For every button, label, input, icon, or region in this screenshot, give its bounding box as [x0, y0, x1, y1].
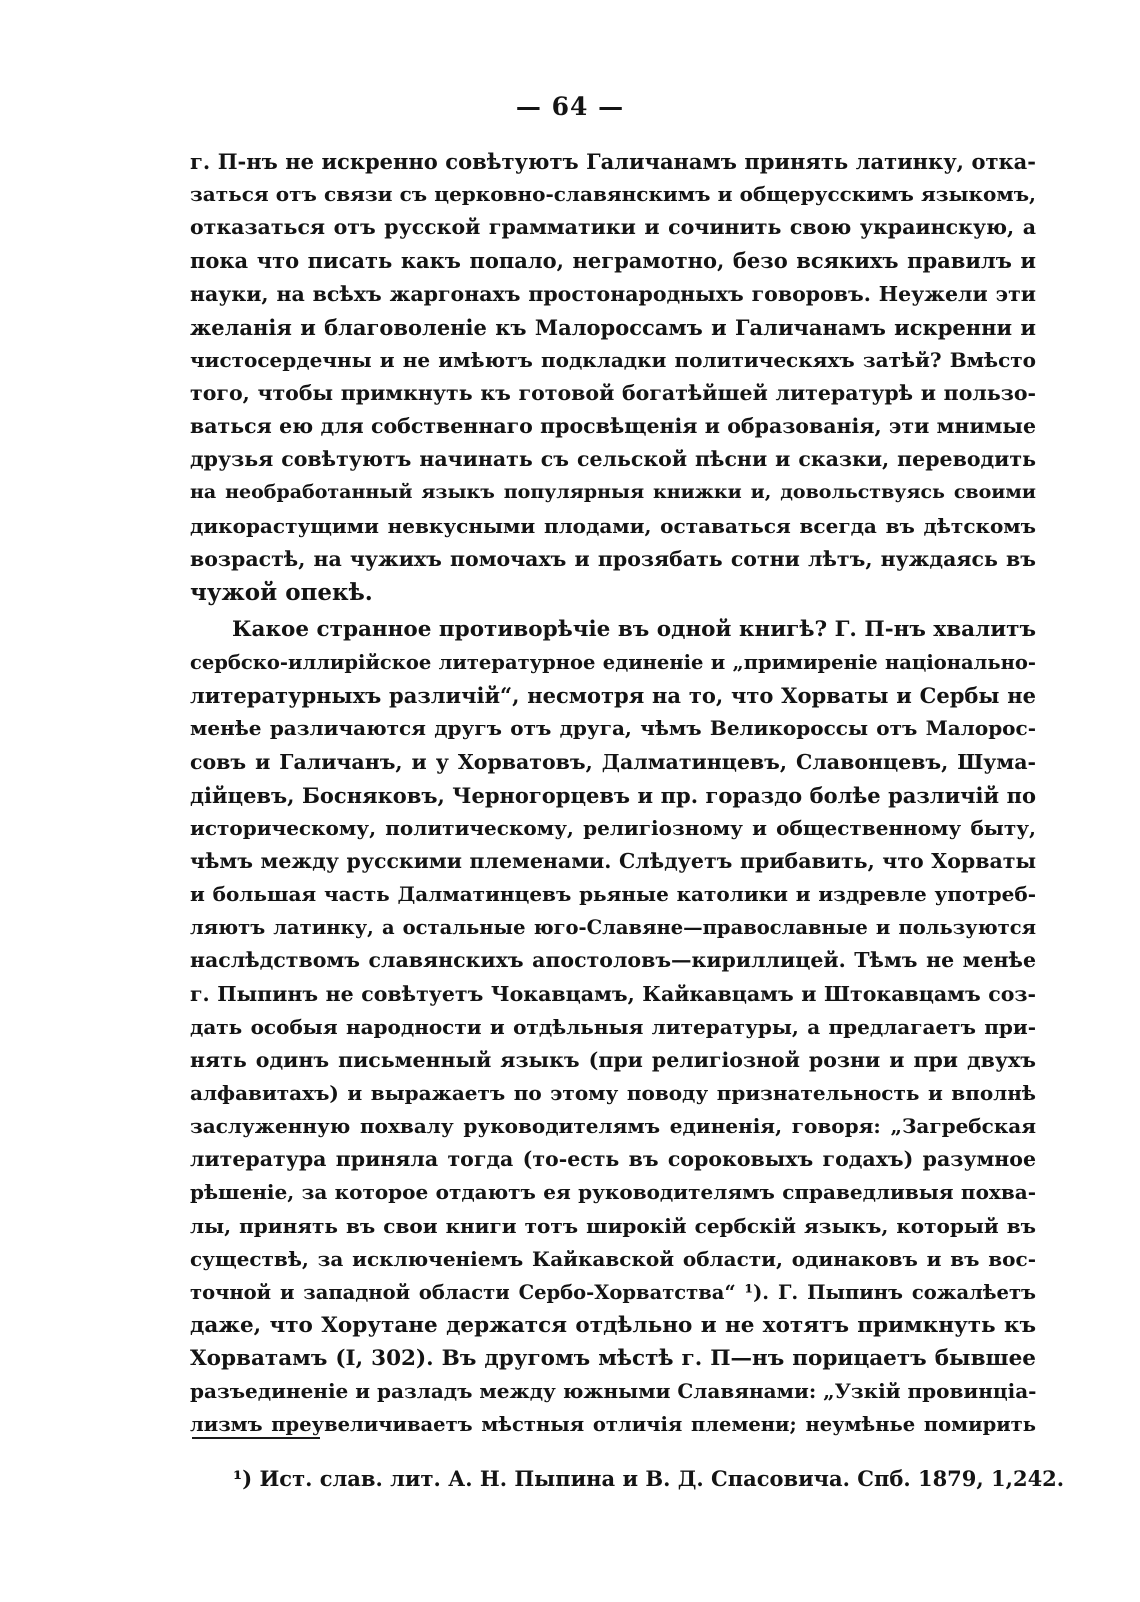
- text-line: существѣ, за исключеніемъ Кайкавской области, одинаковъ и въ вос-: [190, 1246, 1036, 1271]
- text-line: отказаться отъ русской грамматики и сочинить свою украинскую, а: [190, 215, 1036, 240]
- text-line: лы, принять въ свои книги тотъ широкій сербскій языкъ, который въ: [190, 1213, 1036, 1238]
- paragraph: [190, 613, 1036, 1442]
- text-line: науки, на всѣхъ жаргонахъ простонародныхъ говоровъ. Неужели эти: [190, 281, 1036, 306]
- text-line: литературныхъ различій“, несмотря на то, что Хорваты и Сербы не: [190, 683, 1036, 709]
- text-line: пока что писать какъ попало, неграмотно, безо всякихъ правилъ и: [190, 248, 1036, 274]
- text-line: возрастѣ, на чужихъ помочахъ и прозябать сотни лѣтъ, нуждаясь въ: [190, 546, 1036, 571]
- text-line: дать особыя народности и отдѣльныя литературы, а предлагаетъ при-: [190, 1014, 1036, 1039]
- text-line: наслѣдствомъ славянскихъ апостоловъ—кириллицей. Тѣмъ не менѣе: [190, 948, 1036, 973]
- text-line: г. П-нъ не искренно совѣтуютъ Галичанамъ принять латинку, отка-: [190, 149, 1036, 174]
- text-line: менѣе различаются другъ отъ друга, чѣмъ Великороссы отъ Малорос-: [190, 716, 1036, 741]
- paragraph: [190, 145, 1036, 609]
- text-line: друзья совѣтуютъ начинать съ сельской пѣсни и сказки, переводить: [190, 447, 1036, 472]
- text-line: точной и западной области Сербо-Хорватства“ ¹). Г. Пыпинъ сожалѣетъ: [190, 1280, 1036, 1304]
- page-number: — 64 —: [515, 92, 625, 121]
- text-line: чѣмъ между русскими племенами. Слѣдуетъ прибавить, что Хорваты: [190, 848, 1036, 873]
- text-line: и большая часть Далматинцевъ рьяные католики и издревле употреб-: [190, 882, 1036, 907]
- text-line: желанія и благоволеніе къ Малороссамъ и Галичанамъ искренни и: [190, 314, 1036, 340]
- text-line: заслуженную похвалу руководителямъ единенія, говоря: „Загребская: [190, 1114, 1036, 1139]
- text-line: нять одинъ письменный языкъ (при религіозной розни и при двухъ: [190, 1047, 1036, 1072]
- text-line: алфавитахъ) и выражаетъ по этому поводу признательность и вполнѣ: [190, 1080, 1036, 1105]
- text-line: того, чтобы примкнуть къ готовой богатѣйшей литературѣ и пользо-: [190, 380, 1036, 405]
- text-line: дійцевъ, Босняковъ, Черногорцевъ и пр. гораздо болѣе различій по: [190, 782, 1036, 808]
- text-line: даже, что Хорутане держатся отдѣльно и не хотятъ примкнуть къ: [190, 1312, 1036, 1338]
- text-line: литература приняла тогда (то-есть въ сороковыхъ годахъ) разумное: [190, 1147, 1036, 1172]
- text-line: историческому, политическому, религіозному и общественному быту,: [190, 815, 1036, 840]
- text-line: чистосердечны и не имѣютъ подкладки политическяхъ затѣй? Вмѣсто: [190, 347, 1036, 372]
- text-line: ляютъ латинку, а остальные юго-Славяне—православные и пользуются: [190, 916, 1036, 940]
- text-line: лизмъ преувеличиваетъ мѣстныя отличія племени; неумѣнье помирить: [190, 1413, 1036, 1437]
- text-line: Какое странное противорѣчіе въ одной книгѣ? Г. П-нъ хвалитъ: [232, 616, 1036, 642]
- text-line: совъ и Галичанъ, и у Хорватовъ, Далматинцевъ, Славонцевъ, Шума-: [190, 749, 1036, 774]
- text-line: г. Пыпинъ не совѣтуетъ Чокавцамъ, Кайкавцамъ и Штокавцамъ соз-: [190, 981, 1036, 1006]
- body-text: [190, 145, 1036, 1441]
- footnote: ¹) Ист. слав. лит. А. Н. Пыпина и В. Д. Спасовича. Спб. 1879, 1,242.: [233, 1466, 1065, 1491]
- footnote-rule: [192, 1437, 320, 1439]
- text-line: чужой опекѣ.: [190, 578, 373, 606]
- text-line: ваться ею для собственнаго просвѣщенія и образованія, эти мнимые: [190, 414, 1036, 439]
- text-line: сербско-иллирійское литературное единеніе и „примиреніе національно-: [190, 651, 1036, 675]
- text-line: разъединеніе и разладъ между южными Славянами: „Узкій провинціа-: [190, 1379, 1037, 1404]
- text-line: дикорастущими невкусными плодами, оставаться всегда въ дѣтскомъ: [190, 513, 1036, 538]
- text-line: рѣшеніе, за которое отдаютъ ея руководителямъ справедливыя похва-: [190, 1180, 1036, 1205]
- text-line: заться отъ связи съ церковно-славянскимъ и общерусскимъ языкомъ,: [190, 182, 1036, 207]
- text-line: на необработанный языкъ популярныя книжки и, довольствуясь своими: [190, 481, 1036, 504]
- text-line: Хорватамъ (I, 302). Въ другомъ мѣстѣ г. П—нъ порицаетъ бывшее: [190, 1346, 1036, 1372]
